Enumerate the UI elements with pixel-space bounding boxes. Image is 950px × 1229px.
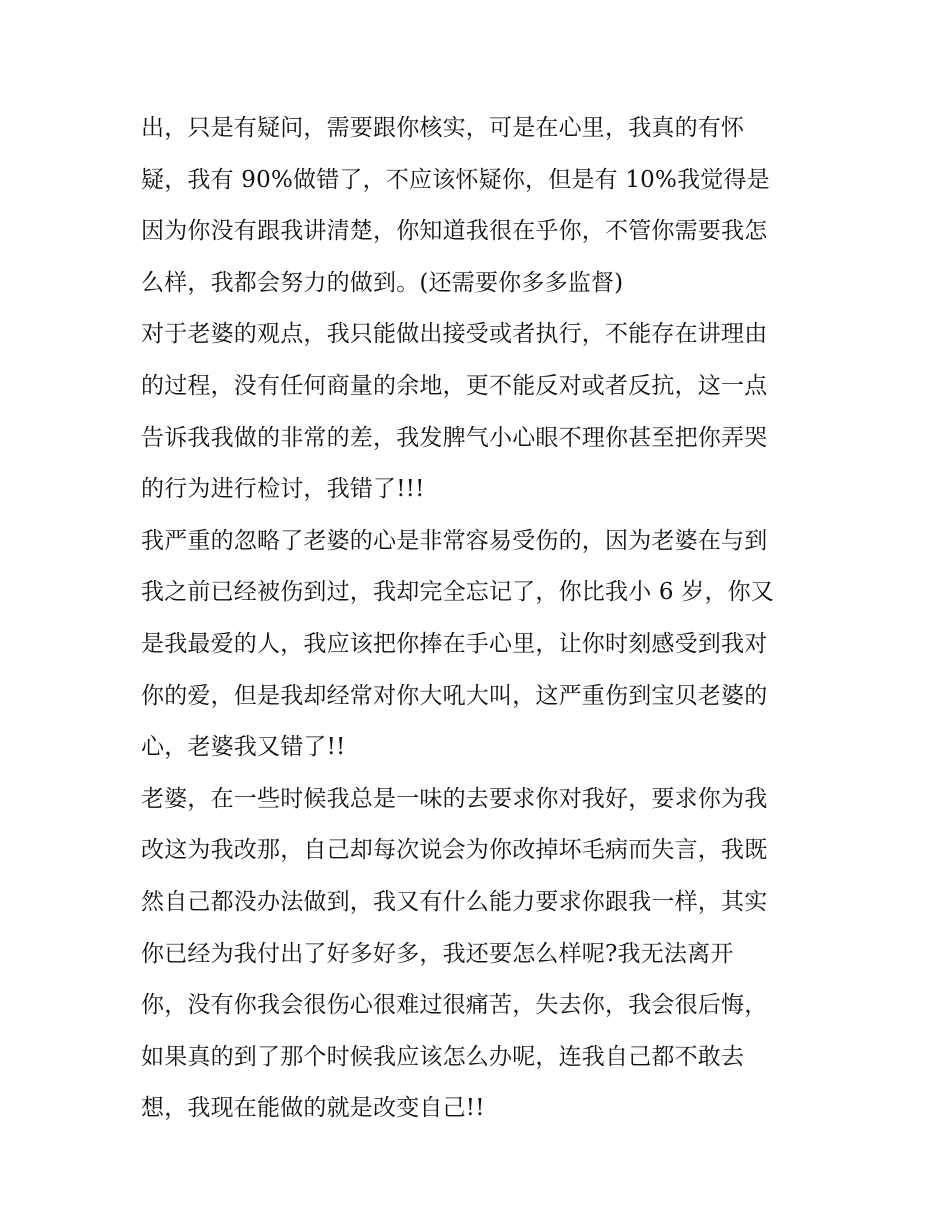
- text-line: 疑，我有 90%做错了，不应该怀疑你，但是有 10%我觉得是: [141, 166, 770, 193]
- text-line: 我之前已经被伤到过，我却完全忘记了，你比我小 6 岁，你又: [141, 579, 775, 606]
- text-line: 老婆，在一些时候我总是一味的去要求你对我好，要求你为我: [141, 785, 768, 812]
- text-line: 是我最爱的人，我应该把你捧在手心里，让你时刻感受到我对: [141, 630, 768, 657]
- text-line: 因为你没有跟我讲清楚，你知道我很在乎你，不管你需要我怎: [141, 218, 768, 245]
- text-line: 你已经为我付出了好多好多，我还要怎么样呢?我无法离开: [141, 940, 734, 967]
- text-line: 的行为进行检讨，我错了!!!: [141, 476, 425, 503]
- text-line: 然自己都没办法做到，我又有什么能力要求你跟我一样，其实: [141, 888, 768, 915]
- body-text: [141, 103, 821, 1135]
- text-line: 如果真的到了那个时候我应该怎么办呢，连我自己都不敢去: [141, 1043, 745, 1070]
- text-line: 出，只是有疑问，需要跟你核实，可是在心里，我真的有怀: [141, 115, 745, 141]
- text-line: 你，没有你我会很伤心很难过很痛苦，失去你，我会很后悔，: [141, 992, 768, 1019]
- text-line: 我严重的忽略了老婆的心是非常容易受伤的，因为老婆在与到: [141, 527, 768, 554]
- text-line: 对于老婆的观点，我只能做出接受或者执行，不能存在讲理由: [141, 321, 768, 348]
- text-line: 想，我现在能做的就是改变自己!!: [141, 1095, 485, 1122]
- text-line: 么样，我都会努力的做到。(还需要你多多监督): [141, 269, 624, 296]
- text-line: 改这为我改那，自己却每次说会为你改掉坏毛病而失言，我既: [141, 837, 768, 864]
- text-line: 心，老婆我又错了!!: [141, 734, 346, 761]
- text-line: 的过程，没有任何商量的余地，更不能反对或者反抗，这一点: [141, 372, 768, 399]
- text-line: 你的爱，但是我却经常对你大吼大叫，这严重伤到宝贝老婆的: [141, 682, 768, 709]
- text-line: 告诉我我做的非常的差，我发脾气小心眼不理你甚至把你弄哭: [141, 424, 768, 451]
